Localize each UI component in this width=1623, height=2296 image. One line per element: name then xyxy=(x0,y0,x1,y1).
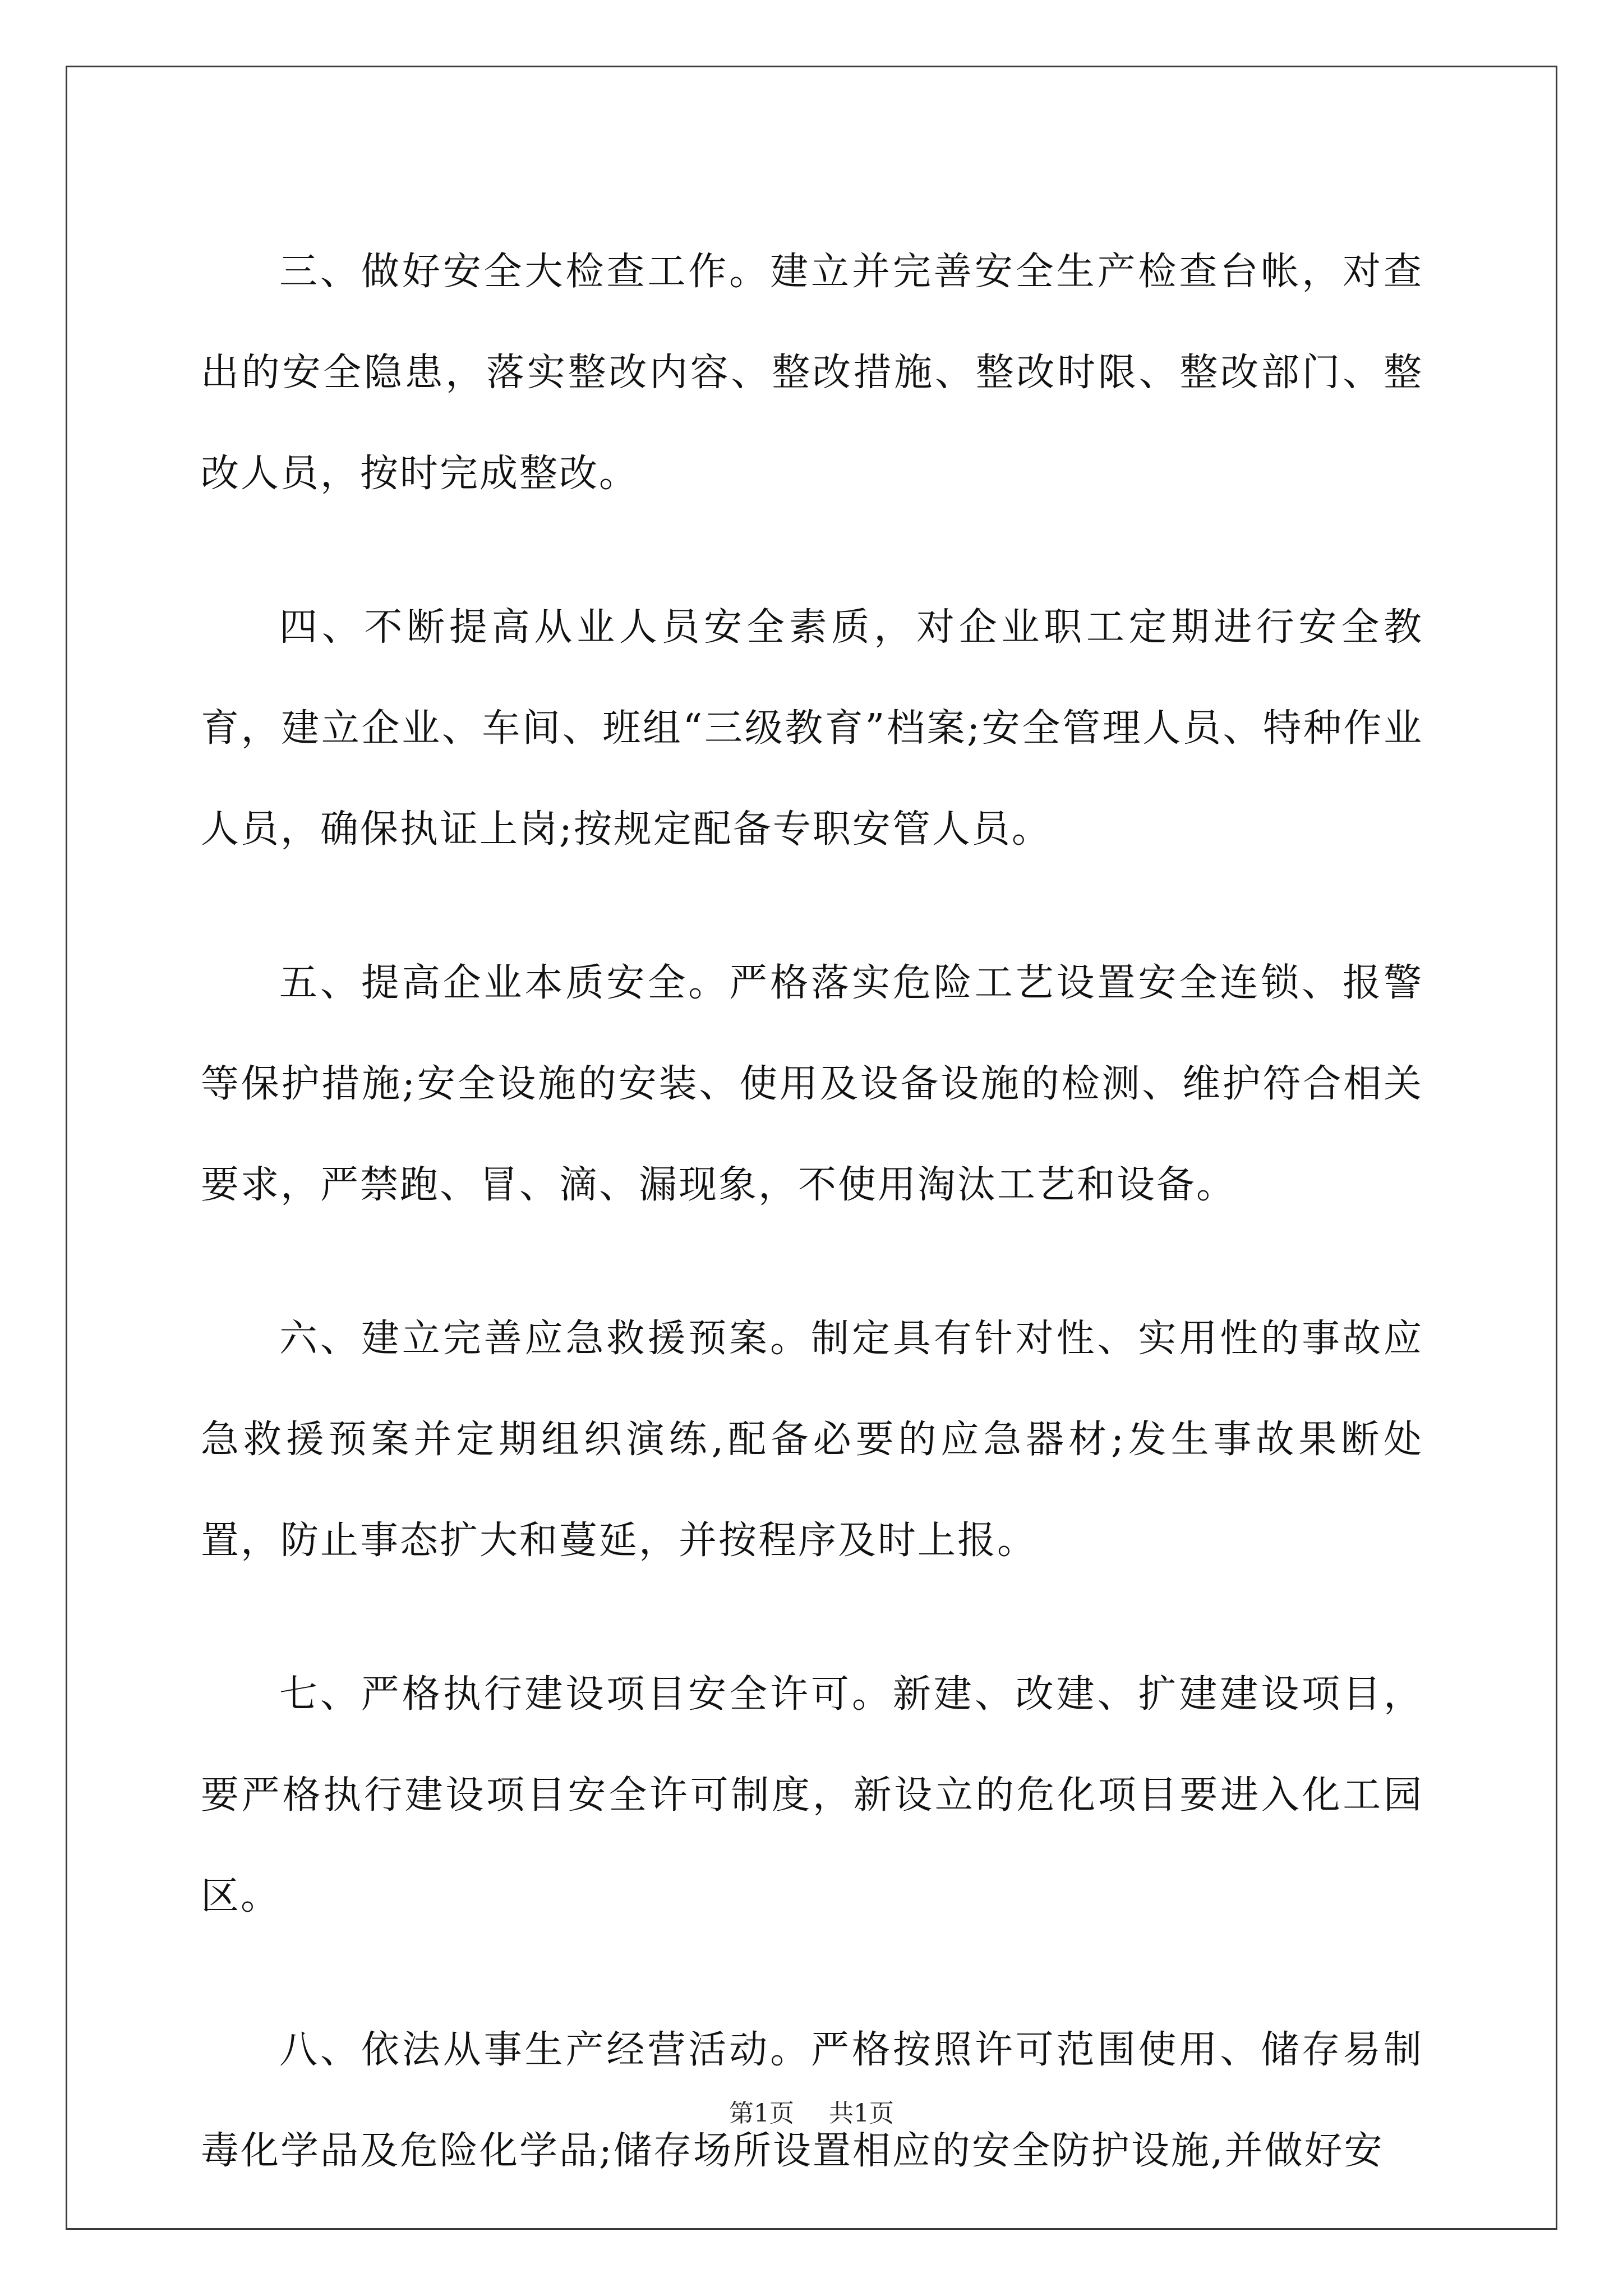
paragraph-3: 三、做好安全大检查工作。建立并完善安全生产检查台帐，对查出的安全隐患，落实整改内容、整改措施、整改时限、整改部门、整改人员，按时完成整改。 xyxy=(201,250,1423,496)
page-number: 第1页 xyxy=(729,2099,794,2128)
paragraph-5: 五、提高企业本质安全。严格落实危险工艺设置安全连锁、报警等保护措施;安全设施的安装、使用及设备设施的检测、维护符合相关要求，严禁跑、冒、滴、漏现象，不使用淘汰工艺和设备。 xyxy=(201,961,1423,1207)
document-body xyxy=(201,222,1423,2254)
page-total: 共1页 xyxy=(829,2099,894,2128)
paragraph-7: 七、严格执行建设项目安全许可。新建、改建、扩建建设项目，要严格执行建设项目安全许可制度，新设立的危化项目要进入化工园区。 xyxy=(201,1672,1423,1918)
paragraph-8: 八、依法从事生产经营活动。严格按照许可范围使用、储存易制毒化学品及危险化学品;储存场所设置相应的安全防护设施,并做好安 xyxy=(201,2028,1423,2173)
paragraph-4: 四、不断提高从业人员安全素质，对企业职工定期进行安全教育，建立企业、车间、班组“三级教育”档案;安全管理人员、特种作业人员，确保执证上岗;按规定配备专职安管人员。 xyxy=(201,605,1423,852)
paragraph-6: 六、建立完善应急救援预案。制定具有针对性、实用性的事故应急救援预案并定期组织演练,配备必要的应急器材;发生事故果断处置，防止事态扩大和蔓延，并按程序及时上报。 xyxy=(201,1317,1423,1563)
page-footer xyxy=(0,2097,1623,2131)
